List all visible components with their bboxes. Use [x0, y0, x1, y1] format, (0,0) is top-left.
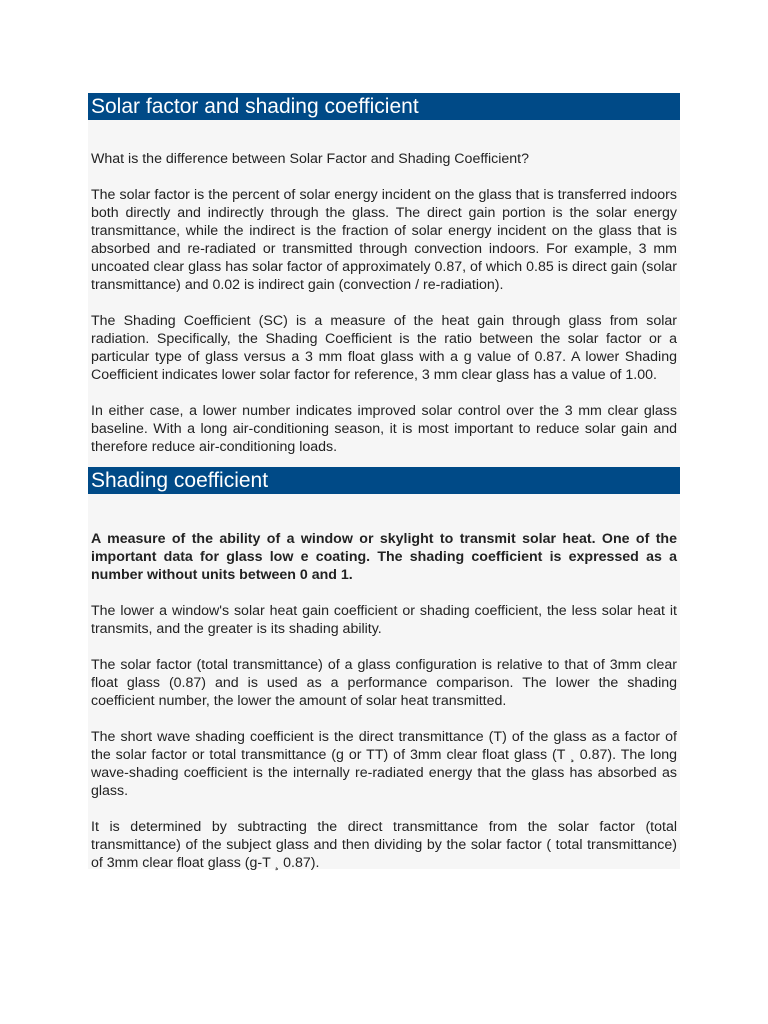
paragraph: The Shading Coefficient (SC) is a measure of the heat gain through glass from solar radiation. Specifically, the Shading Coefficient is the ratio between the solar factor or a particular type of glass versus a 3 mm float glass with a g value of 0.87. A lower Shading Coefficient indicates lower solar factor for reference, 3 mm clear glass has a value of 1.00. [91, 313, 677, 383]
question-text: What is the difference between Solar Factor and Shading Coefficient? [91, 151, 529, 167]
section-shading-coefficient [88, 494, 680, 869]
section-solar-factor [88, 120, 680, 467]
paragraph: The lower a window's solar heat gain coefficient or shading coefficient, the less solar heat it transmits, and the greater is its shading ability. [91, 603, 677, 637]
paragraph: The solar factor is the percent of solar energy incident on the glass that is transferred indoors both directly and indirectly through the glass. The direct gain portion is the solar energy transmittance, while the indirect is the fraction of solar energy incident on the glass that is absorbed and re-radiated or transmitted through convection indoors. For example, 3 mm uncoated clear glass has solar factor of approximately 0.87, of which 0.85 is direct gain (solar transmittance) and 0.02 is indirect gain (convection / re-radiation). [91, 187, 677, 293]
paragraph: It is determined by subtracting the direct transmittance from the solar factor (total transmittance) of the subject glass and then dividing by the solar factor ( total transmittance) of 3mm clear float glass (g-T ¸ 0.87). [91, 819, 677, 871]
intro-bold-text: A measure of the ability of a window or skylight to transmit solar heat. One of the important data for glass low e coating. The shading coefficient is expressed as a number without units between 0 and 1. [91, 531, 677, 583]
document-page [88, 93, 680, 869]
heading-shading-coefficient: Shading coefficient [88, 467, 680, 494]
heading-solar-factor: Solar factor and shading coefficient [88, 93, 680, 120]
paragraph: In either case, a lower number indicates improved solar control over the 3 mm clear glass baseline. With a long air-conditioning season, it is most important to reduce solar gain and therefore reduce air-conditioning loads. [91, 403, 677, 455]
paragraph: The short wave shading coefficient is the direct transmittance (T) of the glass as a factor of the solar factor or total transmittance (g or TT) of 3mm clear float glass (T ¸ 0.87). The long wave-shading coefficient is the internally re-radiated energy that the glass has absorbed as glass. [91, 729, 677, 799]
paragraph: The solar factor (total transmittance) of a glass configuration is relative to that of 3mm clear float glass (0.87) and is used as a performance comparison. The lower the shading coefficient number, the lower the amount of solar heat transmitted. [91, 657, 677, 709]
